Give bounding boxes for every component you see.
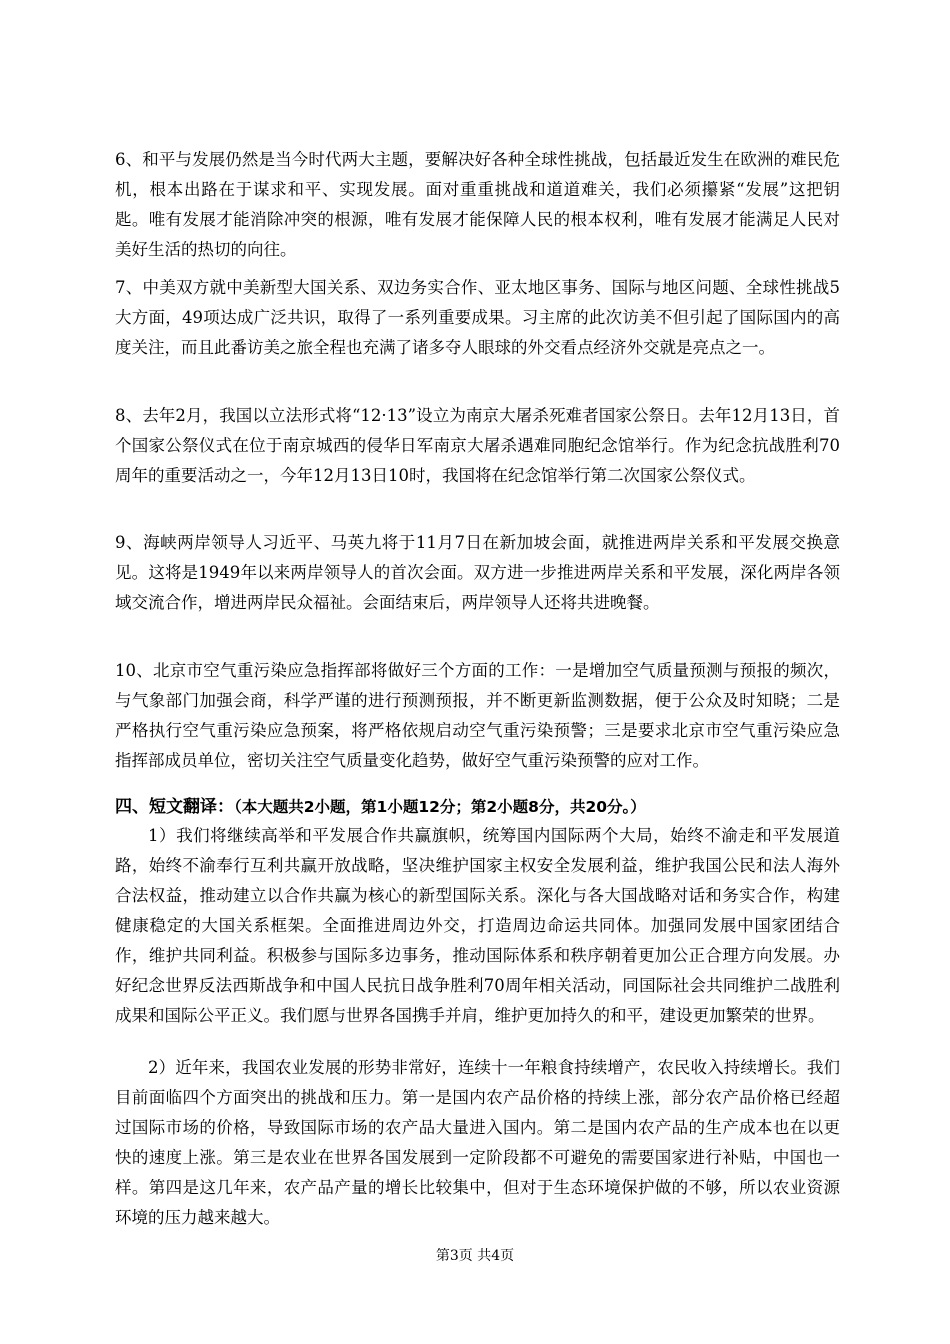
section-title: 四、短文翻译： [115,797,234,817]
item-10: 10、北京市空气重污染应急指挥部将做好三个方面的工作：一是增加空气质量预测与预报的频次，与气象部门加强会商，科学严谨的进行预测预报，并不断更新监测数据，便于公众及时知晓；二是严格执行空气重污染应急预案，将严格依规启动空气重污染预警；三是要求北京市空气重污染应急指挥部成员单位，密切关注空气质量变化趋势，做好空气重污染预警的应对工作。 [115,661,840,770]
item-8: 8、去年2月，我国以立法形式将“12·13”设立为南京大屠杀死难者国家公祭日。去年12月13日，首个国家公祭仪式在位于南京城西的侵华日军南京大屠杀遇难同胞纪念馆举行。作为纪念抗战胜利70周年的重要活动之一，今年12月13日10时，我国将在纪念馆举行第二次国家公祭仪式。 [115,406,840,485]
item-9: 9、海峡两岸领导人习近平、马英九将于11月7日在新加坡会面，就推进两岸关系和平发展交换意见。这将是1949年以来两岸领导人的首次会面。双方进一步推进两岸关系和平发展，深化两岸各领域交流合作，增进两岸民众福祉。会面结束后，两岸领导人还将共进晚餐。 [115,533,840,612]
translation-passage-2: 2）近年来，我国农业发展的形势非常好，连续十一年粮食持续增产，农民收入持续增长。我们目前面临四个方面突出的挑战和压力。第一是国内农产品价格的持续上涨，部分农产品价格已经超过国际市场的价格，导致国际市场的农产品大量进入国内。第二是国内农产品的生产成本也在以更快的速度上涨。第三是农业在世界各国发展到一定阶段都不可避免的需要国家进行补贴，中国也一样。第四是这几年来，农产品产量的增长比较集中，但对于生态环境保护做的不够，所以农业资源环境的压力越来越大。 [115,1058,840,1227]
translation-passage-1: 1）我们将继续高举和平发展合作共赢旗帜，统筹国内国际两个大局，始终不渝走和平发展道路，始终不渝奉行互利共赢开放战略，坚决维护国家主权安全发展利益，维护我国公民和法人海外合法权益，推动建立以合作共赢为核心的新型国际关系。深化与各大国战略对话和务实合作，构建健康稳定的大国关系框架。全面推进周边外交，打造周边命运共同体。加强同发展中国家团结合作，维护共同利益。积极参与国际多边事务，推动国际体系和秩序朝着更加公正合理方向发展。办好纪念世界反法西斯战争和中国人民抗日战争胜利70周年相关活动，同国际社会共同维护二战胜利成果和国际公平正义。我们愿与世界各国携手并肩，维护更加持久的和平，建设更加繁荣的世界。 [115,826,840,1025]
item-7: 7、中美双方就中美新型大国关系、双边务实合作、亚太地区事务、国际与地区问题、全球性挑战5大方面，49项达成广泛共识，取得了一系列重要成果。习主席的此次访美不但引起了国际国内的高度关注，而且此番访美之旅全程也充满了诸多夺人眼球的外交看点经济外交就是亮点之一。 [115,278,840,357]
section-note: （本大题共2小题，第1小题12分；第2小题8分，共20分。） [234,798,646,816]
section-heading [115,793,875,821]
page-number: 第3页 共4页 [435,1248,515,1264]
item-6: 6、和平与发展仍然是当今时代两大主题，要解决好各种全球性挑战，包括最近发生在欧洲的难民危机，根本出路在于谋求和平、实现发展。面对重重挑战和道道难关，我们必须攥紧“发展”这把钥匙。唯有发展才能消除冲突的根源，唯有发展才能保障人民的根本权利，唯有发展才能满足人民对美好生活的热切的向往。 [115,150,840,259]
